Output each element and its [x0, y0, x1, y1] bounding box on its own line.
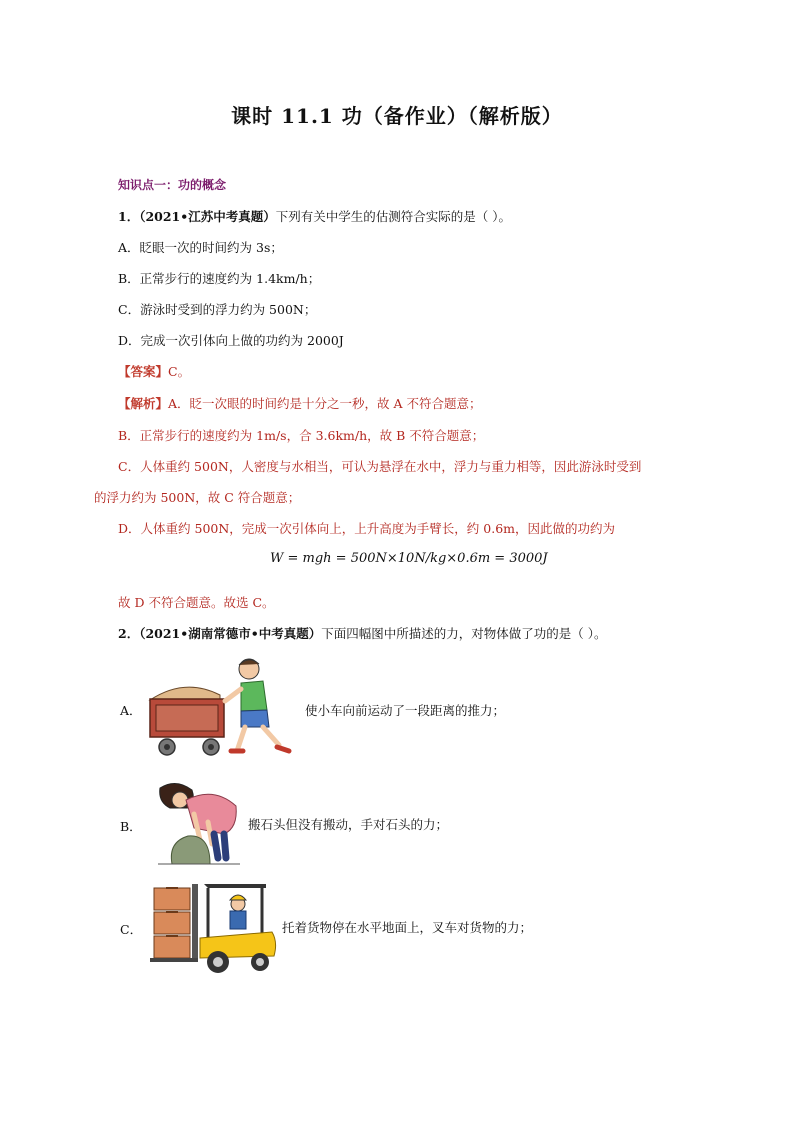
- question-2-option-c-label: C．: [120, 922, 143, 937]
- answer-value: C。: [168, 364, 191, 379]
- question-2-option-b-label: B．: [120, 819, 142, 834]
- question-2-option-a-text: 使小车向前运动了一段距离的推力；: [305, 703, 506, 718]
- question-1-answer: [118, 362, 190, 380]
- question-1-text: 下列有关中学生的估测符合实际的是（ ）。: [275, 209, 511, 224]
- analysis-conclusion: 故 D 不符合题意。故选 C。: [118, 595, 275, 610]
- question-1-option-c: C．游泳时受到的浮力约为 500N；: [118, 302, 317, 317]
- question-2-option-c-text: 托着货物停在水平地面上，叉车对货物的力；: [282, 920, 533, 935]
- question-2-option-a-label: A．: [120, 703, 142, 718]
- question-2-stem: [118, 624, 606, 642]
- analysis-line-c2: 的浮力约为 500N，故 C 符合题意；: [94, 490, 301, 505]
- question-2-source: 2．（2021•湖南常德市•中考真题）: [118, 626, 322, 641]
- forklift-with-boxes-illustration: [148, 880, 278, 976]
- girl-lifting-stone-illustration: [150, 778, 242, 866]
- analysis-line-a: [118, 394, 482, 412]
- question-1-stem: [118, 207, 511, 225]
- question-2-text: 下面四幅图中所描述的力，对物体做了功的是（ ）。: [321, 626, 607, 641]
- question-2-option-b-text: 搬石头但没有搬动，手对石头的力；: [248, 817, 449, 832]
- knowledge-point-heading: 知识点一：功的概念: [118, 178, 227, 192]
- boy-pushing-cart-illustration: [145, 655, 303, 760]
- question-1-source: 1．（2021•江苏中考真题）: [118, 209, 276, 224]
- question-1-option-a: A．眨眼一次的时间约为 3s；: [118, 240, 283, 255]
- question-1-option-b: B．正常步行的速度约为 1.4km/h；: [118, 271, 321, 286]
- work-formula: W = mgh = 500N×10N/kg×0.6m = 3000J: [270, 551, 548, 566]
- analysis-line-d: D．人体重约 500N，完成一次引体向上，上升高度为手臂长，约 0.6m，因此做的功约为: [118, 521, 615, 536]
- analysis-line-b: B．正常步行的速度约为 1m/s，合 3.6km/h，故 B 不符合题意；: [118, 428, 485, 443]
- page-title: 课时 11.1 功（备作业）（解析版）: [231, 104, 563, 128]
- question-1-option-d: D．完成一次引体向上做的功约为 2000J: [118, 333, 344, 348]
- analysis-text-a: A．眨一次眼的时间约是十分之一秒，故 A 不符合题意；: [168, 396, 482, 411]
- analysis-tag: 【解析】: [118, 396, 169, 411]
- answer-tag: 【答案】: [118, 364, 169, 379]
- analysis-line-c1: C．人体重约 500N，人密度与水相当，可认为悬浮在水中，浮力与重力相等，因此游泳时受到: [118, 459, 642, 474]
